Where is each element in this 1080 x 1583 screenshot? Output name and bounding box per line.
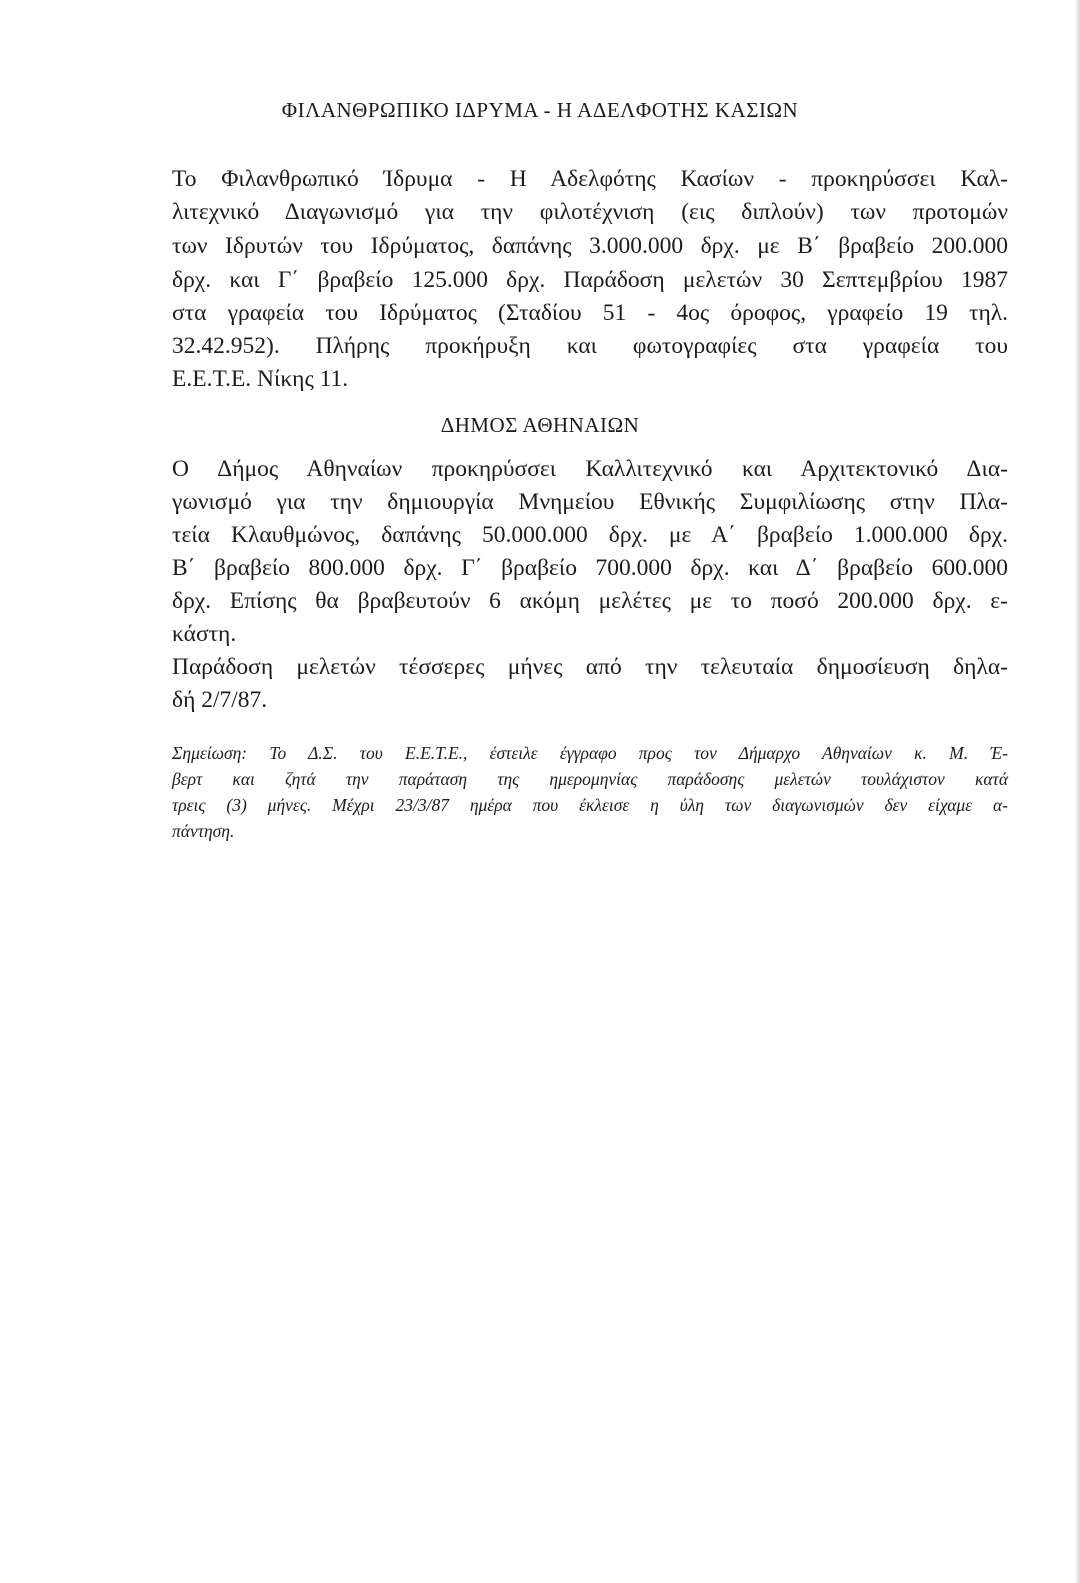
- note-line-2: βερτ και ζητά την παράταση της ημερομηνίας παράδοσης μελετών τουλάχιστον κατά: [172, 769, 1008, 789]
- section2-line-1: Ο Δήμος Αθηναίων προκηρύσσει Καλλιτεχνικό και Αρχιτεκτονικό Δια-: [172, 456, 1008, 482]
- section1-line-3: των Ιδρυτών του Ιδρύματος, δαπάνης 3.000.000 δρχ. με Β΄ βραβείο 200.000: [172, 233, 1008, 259]
- section2-heading: ΔΗΜΟΣ ΑΘΗΝΑΙΩΝ: [440, 413, 640, 437]
- section1-line-1: Το Φιλανθρωπικό Ίδρυμα - Η Αδελφότης Κασίων - προκηρύσσει Καλ-: [172, 166, 1008, 192]
- section1-line-6: 32.42.952). Πλήρης προκήρυξη και φωτογραφίες στα γραφεία του: [172, 333, 1008, 359]
- section2-line-4: Β΄ βραβείο 800.000 δρχ. Γ΄ βραβείο 700.000 δρχ. και Δ΄ βραβείο 600.000: [172, 555, 1008, 581]
- section2-line-7: Παράδοση μελετών τέσσερες μήνες από την τελευταία δημοσίευση δηλα-: [172, 654, 1008, 680]
- note-line-4: πάντηση.: [172, 821, 235, 841]
- section1-line-2: λιτεχνικό Διαγωνισμό για την φιλοτέχνιση (εις διπλούν) των προτομών: [172, 199, 1008, 225]
- section2-line-8: δή 2/7/87.: [172, 687, 268, 713]
- section1-line-5: στα γραφεία του Ιδρύματος (Σταδίου 51 - 4ος όροφος, γραφείο 19 τηλ.: [172, 300, 1008, 326]
- note-line-1: Σημείωση: Το Δ.Σ. του Ε.Ε.Τ.Ε., έστειλε έγγραφο προς τον Δήμαρχο Αθηναίων κ. Μ. Έ-: [172, 743, 1008, 763]
- note-line-3: τρεις (3) μήνες. Μέχρι 23/3/87 ημέρα που έκλεισε η ύλη των διαγωνισμών δεν είχαμε α-: [172, 795, 1008, 815]
- section1-line-4: δρχ. και Γ΄ βραβείο 125.000 δρχ. Παράδοση μελετών 30 Σεπτεμβρίου 1987: [172, 267, 1008, 293]
- section2-line-5: δρχ. Επίσης θα βραβευτούν 6 ακόμη μελέτες με το ποσό 200.000 δρχ. ε-: [172, 588, 1008, 614]
- section1-line-7: Ε.Ε.Τ.Ε. Νίκης 11.: [172, 366, 349, 392]
- page-edge-shadow: [1074, 0, 1080, 1583]
- section2-line-3: τεία Κλαυθμώνος, δαπάνης 50.000.000 δρχ. με Α΄ βραβείο 1.000.000 δρχ.: [172, 522, 1008, 548]
- section1-heading: ΦΙΛΑΝΘΡΩΠΙΚΟ ΙΔΡΥΜΑ - Η ΑΔΕΛΦΟΤΗΣ ΚΑΣΙΩΝ: [281, 98, 799, 122]
- section2-line-6: κάστη.: [172, 621, 237, 647]
- section2-line-2: γωνισμό για την δημιουργία Μνημείου Εθνικής Συμφιλίωσης στην Πλα-: [172, 489, 1008, 515]
